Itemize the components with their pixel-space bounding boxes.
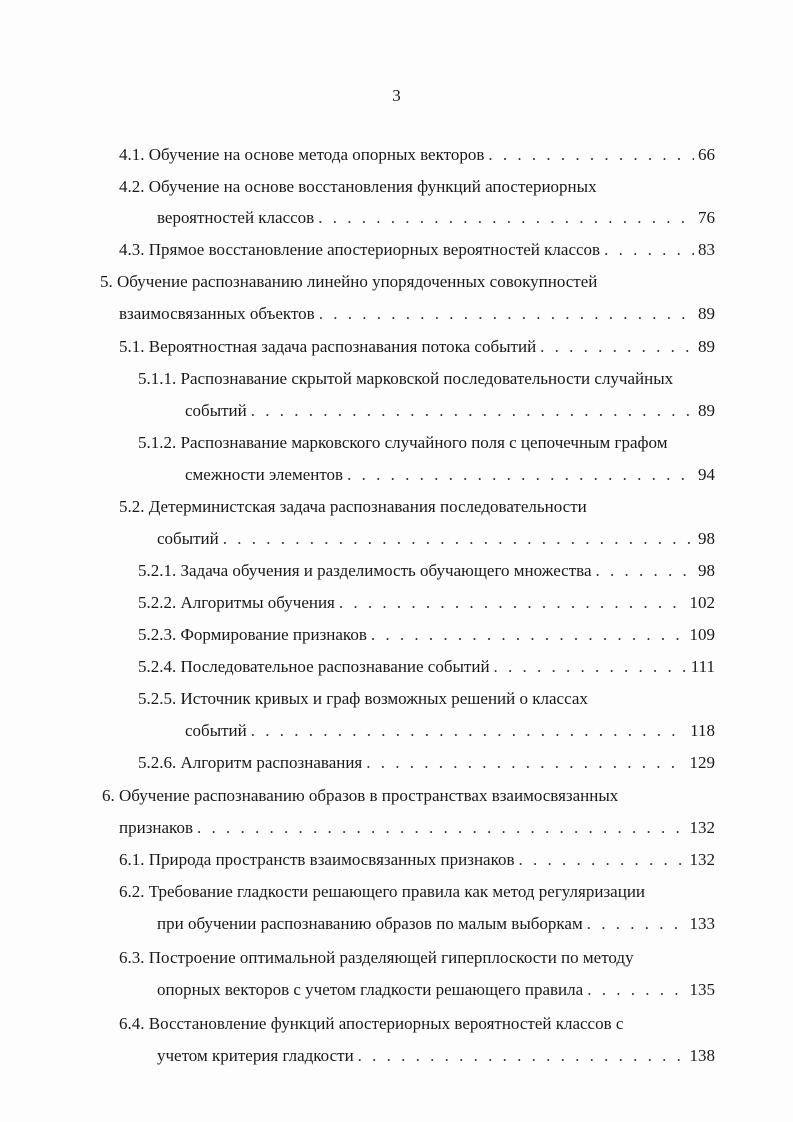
toc-entry bbox=[0, 751, 793, 783]
toc-leader bbox=[494, 655, 687, 679]
toc-entry bbox=[0, 238, 793, 270]
toc-entry-title: 5.2.1. Задача обучения и разделимость обучающего множества bbox=[138, 561, 592, 580]
toc-entry bbox=[0, 655, 793, 687]
toc-entry-title-cont: смежности элементов bbox=[185, 465, 344, 484]
toc-entry-title: 5.1.1. Распознавание скрытой марковской последовательности случайных bbox=[138, 369, 674, 388]
toc-entry bbox=[0, 335, 793, 367]
toc-entry-page: 89 bbox=[698, 337, 715, 356]
toc-entry-title-cont: взаимосвязанных объектов bbox=[119, 304, 315, 323]
toc-leader bbox=[347, 463, 694, 487]
toc-entry-page: 98 bbox=[698, 529, 715, 548]
toc-entry bbox=[0, 687, 793, 719]
toc-entry bbox=[0, 946, 793, 978]
toc-entry-title: 5.1.2. Распознавание марковского случайного поля с цепочечным графом bbox=[138, 433, 668, 452]
toc-entry-title-cont: опорных векторов с учетом гладкости решающего правила bbox=[157, 980, 584, 999]
toc-leader bbox=[604, 238, 694, 262]
toc-entry-title: 5.2.4. Последовательное распознавание событий bbox=[138, 657, 490, 676]
toc-entry-title: 5.2.2. Алгоритмы обучения bbox=[138, 593, 335, 612]
toc-entry bbox=[0, 880, 793, 912]
toc-entry-continuation bbox=[0, 978, 793, 1010]
toc-entry-title-cont: событий bbox=[185, 401, 247, 420]
toc-leader bbox=[540, 335, 694, 359]
toc-entry-title-cont: учетом критерия гладкости bbox=[157, 1046, 354, 1065]
toc-entry-page: 83 bbox=[698, 240, 715, 259]
toc-entry bbox=[0, 1012, 793, 1044]
toc-entry-title: 4.2. Обучение на основе восстановления функций апостериорных bbox=[119, 177, 597, 196]
toc-entry-continuation bbox=[0, 206, 793, 238]
toc-leader bbox=[339, 591, 686, 615]
toc-entry-page: 129 bbox=[689, 753, 715, 772]
toc-entry-title: 5.2. Детерминистская задача распознавания последовательности bbox=[119, 497, 587, 516]
toc-entry-page: 94 bbox=[698, 465, 715, 484]
toc-entry-page: 109 bbox=[689, 625, 715, 644]
toc-leader bbox=[488, 143, 694, 167]
toc-entry-page: 135 bbox=[689, 980, 715, 999]
toc-entry bbox=[0, 431, 793, 463]
toc-entry-title: 6.2. Требование гладкости решающего правила как метод регуляризации bbox=[119, 882, 646, 901]
toc-entry bbox=[0, 784, 793, 816]
toc-entry bbox=[0, 623, 793, 655]
toc-entry-page: 89 bbox=[698, 401, 715, 420]
toc-entry bbox=[0, 495, 793, 527]
toc-leader bbox=[319, 302, 694, 326]
toc-entry-title: 5.1. Вероятностная задача распознавания потока событий bbox=[119, 337, 537, 356]
toc-entry-title: 6. Обучение распознаванию образов в пространствах взаимосвязанных bbox=[102, 786, 619, 805]
toc-entry-page: 138 bbox=[689, 1046, 715, 1065]
toc-entry-continuation bbox=[0, 399, 793, 431]
toc-entry-title: 5.2.3. Формирование признаков bbox=[138, 625, 367, 644]
toc-entry-continuation bbox=[0, 816, 793, 848]
toc-entry-page: 76 bbox=[698, 208, 715, 227]
toc-entry bbox=[0, 591, 793, 623]
toc-entry-continuation bbox=[0, 302, 793, 334]
toc-entry-title: 5.2.5. Источник кривых и граф возможных решений о классах bbox=[138, 689, 588, 708]
toc-leader bbox=[318, 206, 694, 230]
toc-entry bbox=[0, 175, 793, 207]
toc-leader bbox=[519, 848, 686, 872]
toc-entry-title-cont: при обучении распознаванию образов по малым выборкам bbox=[157, 914, 583, 933]
page-number: 3 bbox=[392, 86, 401, 105]
toc-entry-page: 111 bbox=[690, 657, 715, 676]
toc-entry-continuation bbox=[0, 527, 793, 559]
toc-entry-title: 5. Обучение распознаванию линейно упорядоченных совокупностей bbox=[100, 272, 598, 291]
toc-leader bbox=[596, 559, 695, 583]
toc-entry-title: 6.4. Восстановление функций апостериорных вероятностей классов с bbox=[119, 1014, 624, 1033]
toc-leader bbox=[197, 816, 686, 840]
toc-entry-title: 4.3. Прямое восстановление апостериорных вероятностей классов bbox=[119, 240, 601, 259]
toc-entry-title: 5.2.6. Алгоритм распознавания bbox=[138, 753, 363, 772]
toc-entry-page: 102 bbox=[689, 593, 715, 612]
toc-entry-continuation bbox=[0, 463, 793, 495]
toc-leader bbox=[223, 527, 694, 551]
toc-entry-title: 4.1. Обучение на основе метода опорных векторов bbox=[119, 145, 485, 164]
toc-entry-page: 66 bbox=[698, 145, 715, 164]
toc-entry-page: 132 bbox=[689, 850, 715, 869]
toc-leader bbox=[251, 399, 694, 423]
toc-leader bbox=[358, 1044, 686, 1068]
toc-entry-title-cont: событий bbox=[157, 529, 219, 548]
toc-entry-page: 89 bbox=[698, 304, 715, 323]
toc-entry bbox=[0, 848, 793, 880]
toc-entry bbox=[0, 367, 793, 399]
toc-entry-title-cont: вероятностей классов bbox=[157, 208, 315, 227]
toc-entry-page: 133 bbox=[689, 914, 715, 933]
toc-leader bbox=[587, 978, 685, 1002]
toc-entry-title-cont: событий bbox=[185, 721, 247, 740]
toc-leader bbox=[371, 623, 686, 647]
toc-leader bbox=[251, 719, 686, 743]
toc-leader bbox=[366, 751, 685, 775]
toc-entry-title: 6.1. Природа пространств взаимосвязанных признаков bbox=[119, 850, 515, 869]
toc-entry bbox=[0, 143, 793, 175]
toc-entry bbox=[0, 559, 793, 591]
toc-entry-continuation bbox=[0, 912, 793, 944]
toc-leader bbox=[587, 912, 686, 936]
toc-entry-continuation bbox=[0, 1044, 793, 1076]
toc-entry-continuation bbox=[0, 719, 793, 751]
toc-entry-title: 6.3. Построение оптимальной разделяющей гиперплоскости по методу bbox=[119, 948, 634, 967]
toc-entry-page: 98 bbox=[698, 561, 715, 580]
toc-entry-title-cont: признаков bbox=[119, 818, 193, 837]
toc-entry bbox=[0, 270, 793, 302]
toc-entry-page: 132 bbox=[689, 818, 715, 837]
toc-entry-page: 118 bbox=[690, 721, 715, 740]
